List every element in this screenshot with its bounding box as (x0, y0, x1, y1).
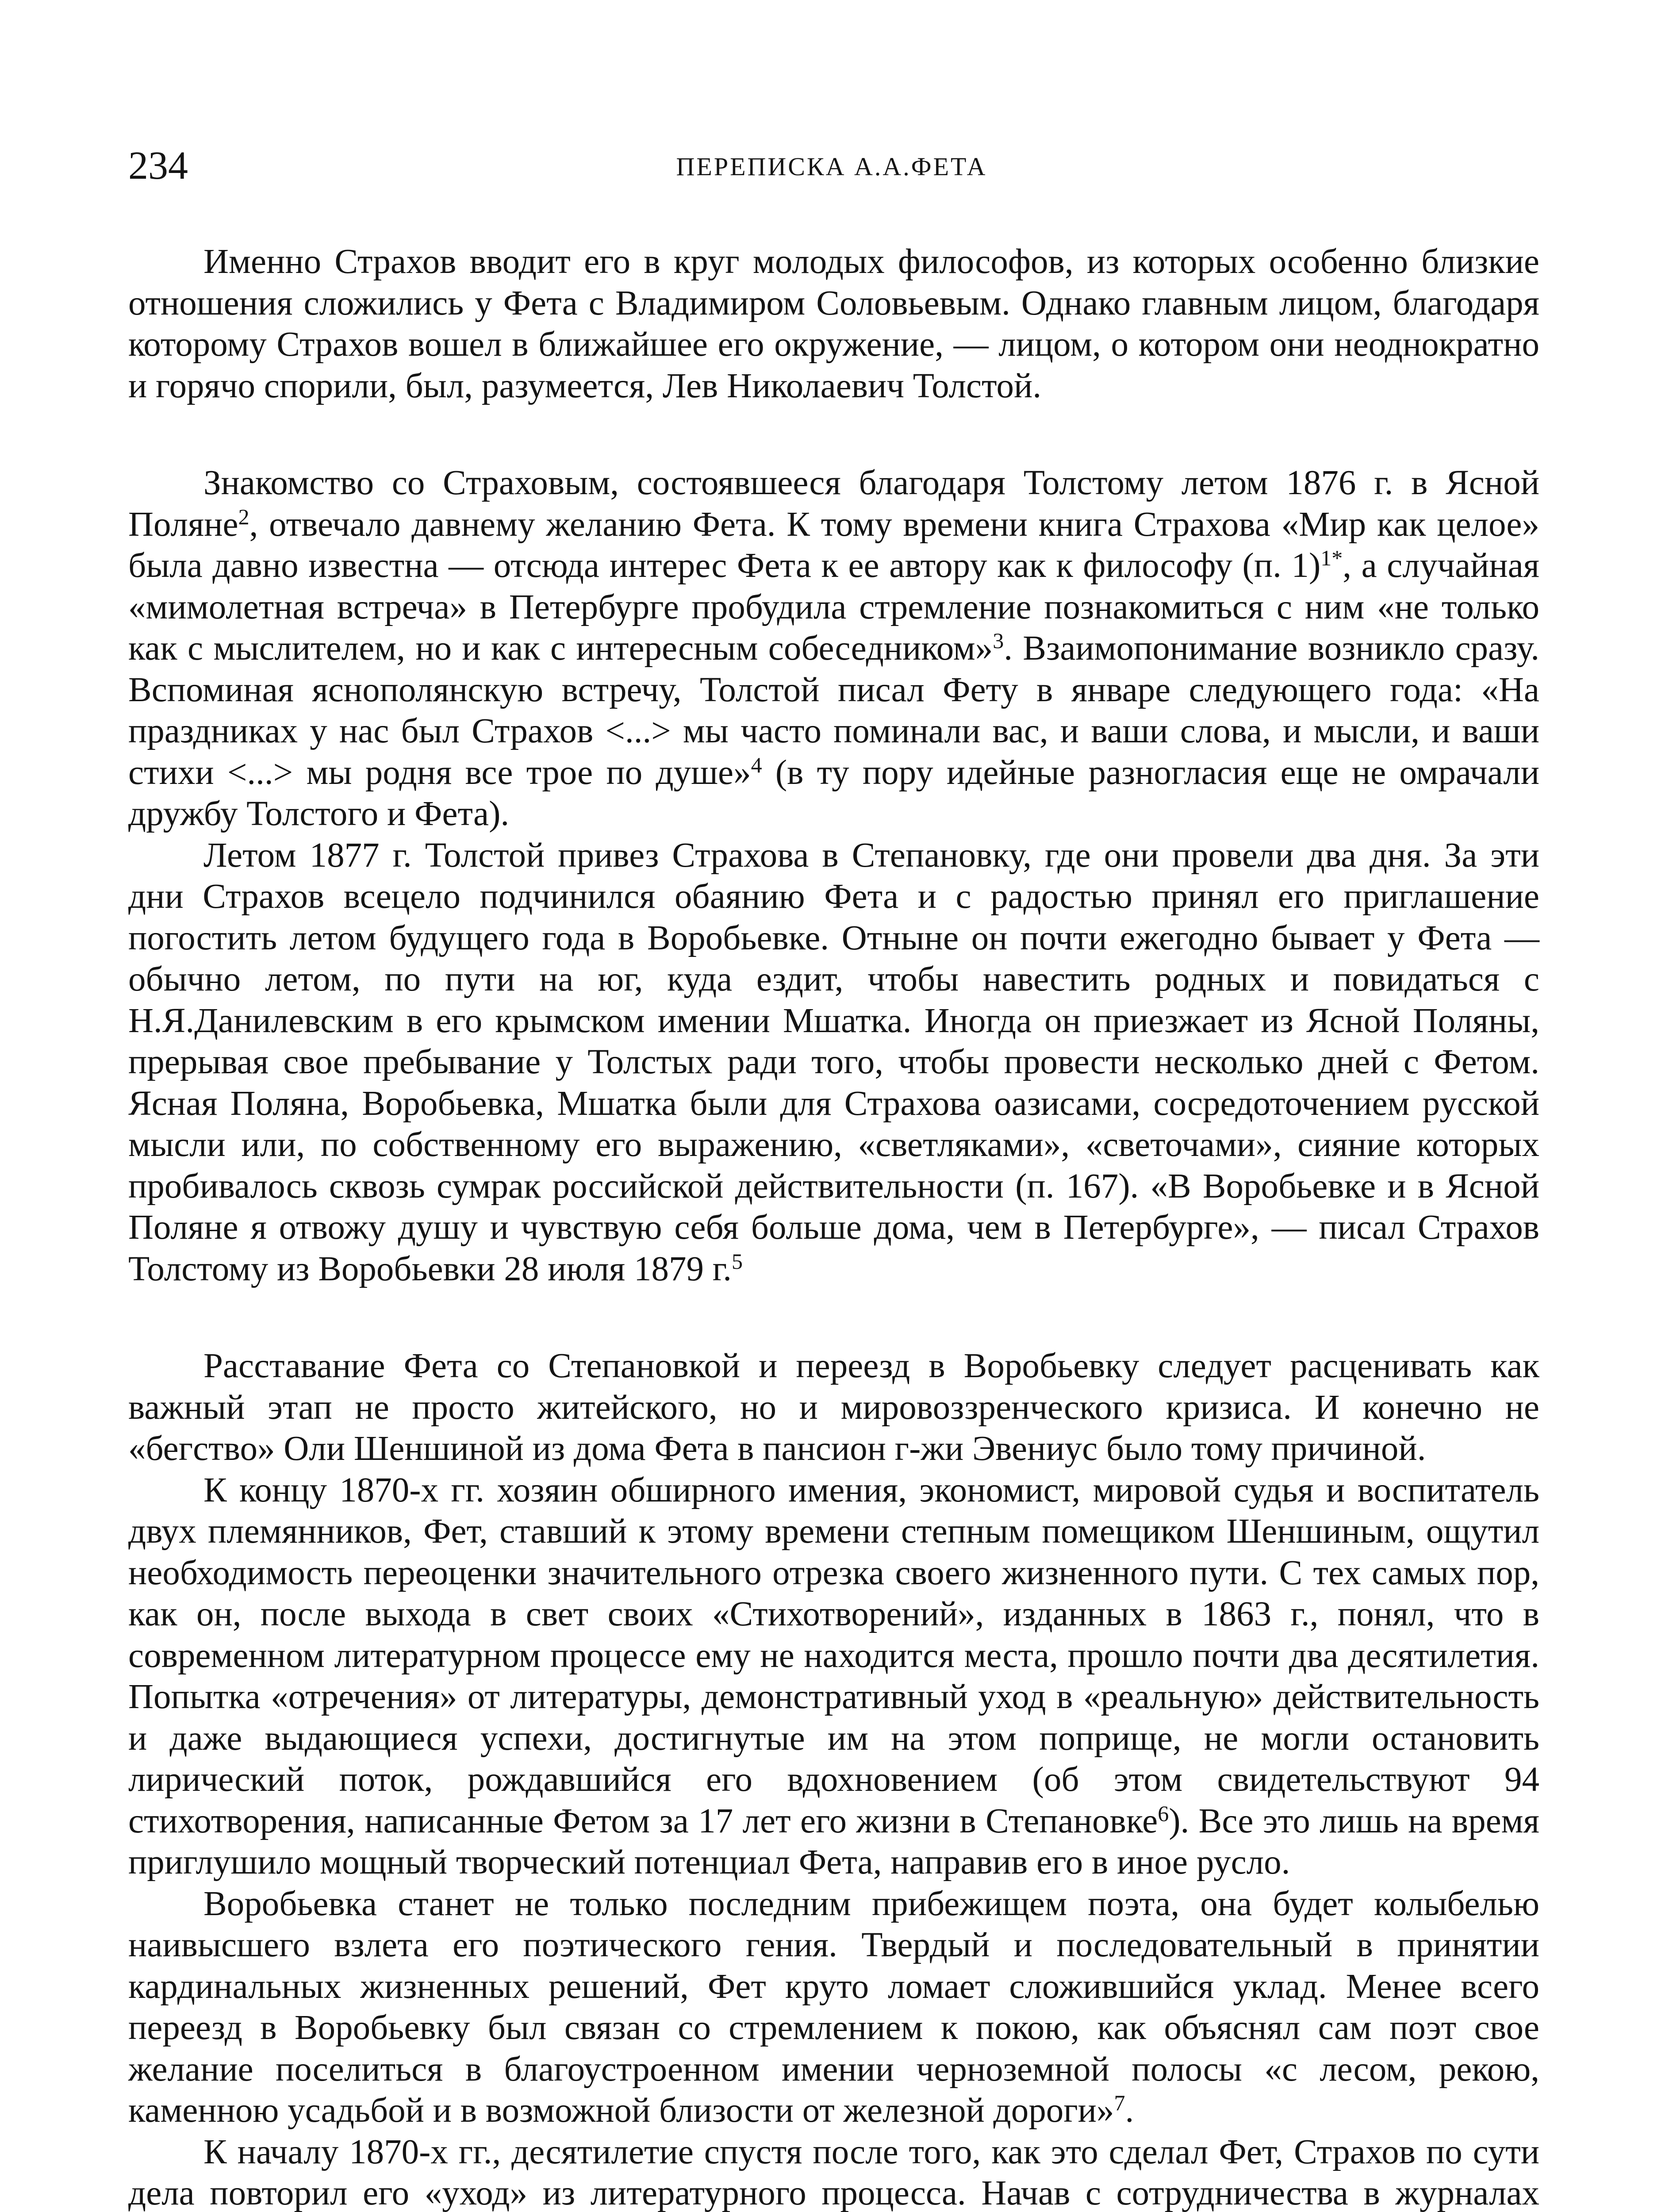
footnote-reference-1: 1* (1320, 545, 1343, 570)
paragraph-1-text: Именно Страхов вводит его в круг молодых философов, из которых особенно близкие отношения сложились у Фета с Владимиром Соловьевым. Однако главным лицом, благодаря которому Страхов вошел в ближайшее его окружение, — лицом, о котором они неоднократно и горячо спорили, был, разумеется, Лев Николаевич Толстой. (128, 242, 1539, 405)
paragraph-6 (128, 1883, 1539, 2131)
note-reference-4: 4 (751, 752, 762, 777)
paragraph-2-text-e: (в ту пору идейные разногласия еще не омрачали дружбу Толстого и Фета). (128, 753, 1540, 833)
paragraph-2-text-c: , а случайная «мимолетная встреча» в Петербурге пробудила стремление познакомиться с ним «не только как с мыслителем, но и как с интересным собеседником» (128, 546, 1539, 668)
note-reference-2: 2 (238, 504, 249, 529)
paragraph-4 (128, 1345, 1539, 1470)
note-reference-7: 7 (1114, 2090, 1125, 2115)
note-reference-3: 3 (993, 628, 1004, 653)
paragraph-2 (128, 462, 1539, 835)
paragraph-2-text-d: . Взаимопонимание возникло сразу. Вспоминая яснополянскую встречу, Толстой писал Фету в январе следующего года: «На праздниках у нас был Страхов <...> мы часто поминали вас, и ваши слова, и мысли, и ваши стихи <...> мы родня все трое по душе» (128, 629, 1539, 792)
page-header (128, 142, 1535, 204)
note-reference-5: 5 (731, 1248, 743, 1274)
paragraph-7 (128, 2131, 1539, 2212)
paragraph-1 (128, 241, 1539, 407)
paragraph-6-text-b: . (1125, 2091, 1134, 2130)
paragraph-5-text-a: К концу 1870-х гг. хозяин обширного имения, экономист, мировой судья и воспитатель двух племянников, Фет, ставший к этому времени степным помещиком Шеншиным, ощутил необходимость переоценки значительного отрезка своего жизненного пути. С тех самых пор, как он, после выхода в свет своих «Стихотворений», изданных в 1863 г., понял, что в современном литературном процессе ему не находится места, прошло почти два десятилетия. Попытка «отречения» от литературы, демонстративный уход в «реальную» действительность и даже выдающиеся успехи, достигнутые им на этом поприще, не могли остановить лирический поток, рождавшийся его вдохновением (об этом свидетельствуют 94 стихотворения, написанные Фетом за 17 лет его жизни в Степановке (128, 1471, 1539, 1840)
article-body (128, 241, 1539, 2212)
paragraph-7-text: К началу 1870-х гг., десятилетие спустя после того, как это сделал Фет, Страхов по сути дела повторил его «уход» из литературного процесса. Начав с сотрудничества в журналах (128, 2132, 1539, 2212)
running-title: ПЕРЕПИСКА А.А.ФЕТА (676, 152, 987, 181)
paragraph-3-text: Летом 1877 г. Толстой привез Страхова в Степановку, где они провели два дня. За эти дни Страхов всецело подчинился обаянию Фета и с радостью принял его приглашение погостить летом будущего года в Воробьевке. Отныне он почти ежегодно бывает у Фета — обычно летом, по пути на юг, куда ездит, чтобы навестить родных и повидаться с Н.Я.Данилевским в его крымском имении Мшатка. Иногда он приезжает из Ясной Поляны, прерывая свое пребывание у Толстых ради того, чтобы провести несколько дней с Фетом. Ясная Поляна, Воробьевка, Мшатка были для Страхова оазисами, сосредоточением русской мысли или, по собственному его выражению, «светляками», «светочами», сияние которых пробивалось сквозь сумрак российской действительности (п. 167). «В Воробьевке и в Ясной Поляне я отвожу душу и чувствую себя больше дома, чем в Петербурге», — писал Страхов Толстому из Воробьевки 28 июля 1879 г. (128, 836, 1539, 1288)
paragraph-3 (128, 835, 1539, 1290)
paragraph-6-text-a: Воробьевка станет не только последним прибежищем поэта, она будет колыбелью наивысшего взлета его поэтического гения. Твердый и последовательный в принятии кардинальных жизненных решений, Фет круто ломает сложившийся уклад. Менее всего переезд в Воробьевку был связан со стремлением к покою, как объяснял сам поэт свое желание поселиться в благоустроенном имении черноземной полосы «с лесом, рекою, каменною усадьбой и в возможной близости от железной дороги» (128, 1884, 1539, 2130)
paragraph-2-text-b: , отвечало давнему желанию Фета. К тому времени книга Страхова «Мир как целое» была давно известна — отсюда интерес Фета к ее автору как к философу (п. 1) (128, 505, 1539, 585)
paragraph-5 (128, 1470, 1539, 1883)
note-reference-6: 6 (1158, 1801, 1169, 1826)
paragraph-5-text-b: ). Все это лишь на время приглушило мощный творческий потенциал Фета, направив его в иное русло. (128, 1801, 1539, 1882)
page-number: 234 (128, 144, 188, 188)
paragraph-2-text-a: Знакомство со Страховым, состоявшееся благодаря Толстому летом 1876 г. в Ясной Поляне (128, 464, 1539, 544)
paragraph-4-text: Расставание Фета со Степановкой и переезд в Воробьевку следует расценивать как важный этап не просто житейского, но и мировоззренческого кризиса. И конечно не «бегство» Оли Шеншиной из дома Фета в пансион г-жи Эвениус было тому причиной. (128, 1347, 1539, 1468)
